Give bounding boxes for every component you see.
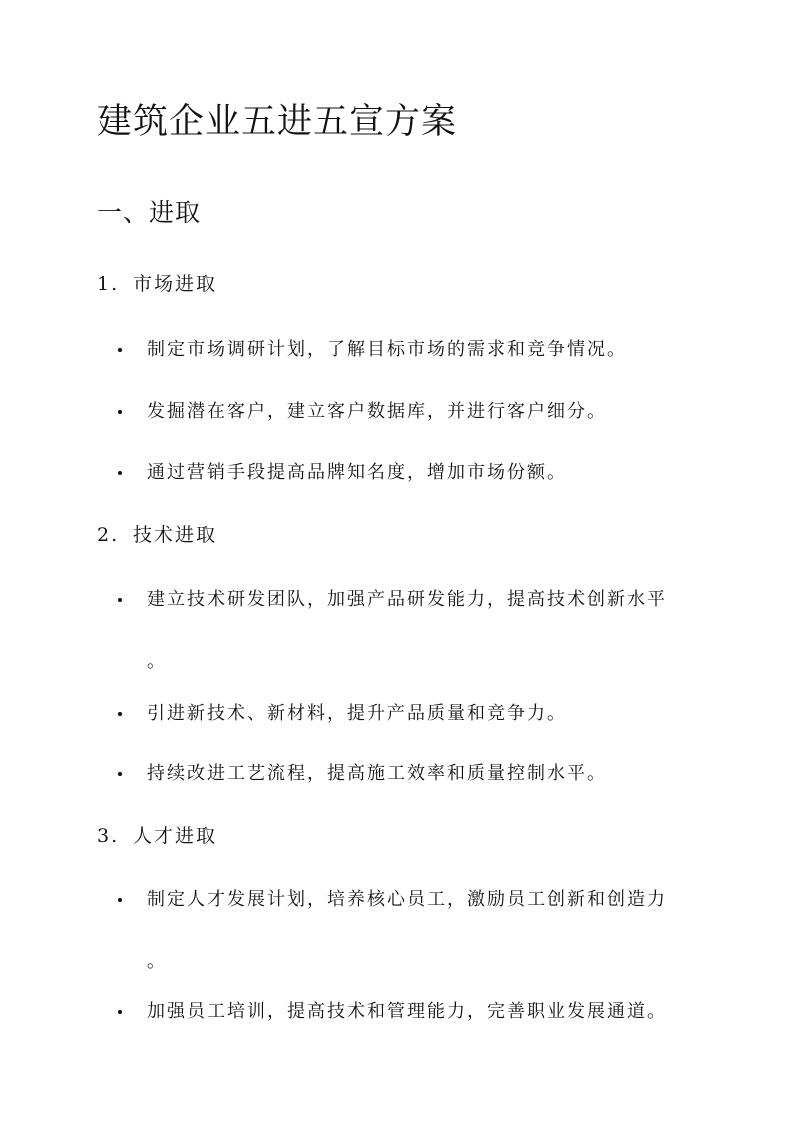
list-item	[118, 396, 698, 428]
subsection-title: 市场进取	[133, 273, 218, 295]
subsection-title: 人才进取	[133, 825, 218, 847]
bullet-icon	[118, 348, 122, 352]
list-item-text: 持续改进工艺流程，提高施工效率和质量控制水平。	[147, 763, 607, 784]
list-item-text-continued: 。	[147, 651, 167, 672]
list-item	[118, 996, 698, 1028]
list-item	[118, 884, 698, 978]
bullet-icon	[118, 471, 122, 475]
subsection-number: 3.	[97, 825, 120, 847]
list-item	[118, 457, 698, 489]
list-item-text: 制定市场调研计划，了解目标市场的需求和竞争情况。	[147, 339, 627, 360]
bullet-icon	[118, 598, 122, 602]
list-item	[118, 584, 698, 678]
subsection-title: 技术进取	[133, 524, 218, 546]
document-title: 建筑企业五进五宣方案	[97, 102, 458, 142]
list-item	[118, 334, 698, 366]
bullet-icon	[118, 712, 122, 716]
subsection-heading-technology	[97, 520, 217, 550]
bullet-icon	[118, 772, 122, 776]
bullet-icon	[118, 1010, 122, 1014]
bullet-icon	[118, 898, 122, 902]
subsection-heading-talent	[97, 821, 217, 851]
list-item-text: 发掘潜在客户，建立客户数据库，并进行客户细分。	[147, 401, 607, 422]
list-item-text: 建立技术研发团队，加强产品研发能力，提高技术创新水平	[147, 589, 667, 610]
list-item-text: 通过营销手段提高品牌知名度，增加市场份额。	[147, 462, 567, 483]
list-item-text-continued: 。	[147, 951, 167, 972]
list-item	[118, 758, 698, 790]
subsection-number: 1.	[97, 273, 120, 295]
subsection-number: 2.	[97, 524, 120, 546]
list-item-text: 制定人才发展计划，培养核心员工，激励员工创新和创造力	[147, 889, 667, 910]
bullet-icon	[118, 410, 122, 414]
list-item-text: 加强员工培训，提高技术和管理能力，完善职业发展通道。	[147, 1001, 667, 1022]
subsection-heading-market	[97, 269, 217, 299]
section-heading: 一、进取	[97, 198, 202, 227]
list-item	[118, 698, 698, 730]
list-item-text: 引进新技术、新材料，提升产品质量和竞争力。	[147, 703, 567, 724]
